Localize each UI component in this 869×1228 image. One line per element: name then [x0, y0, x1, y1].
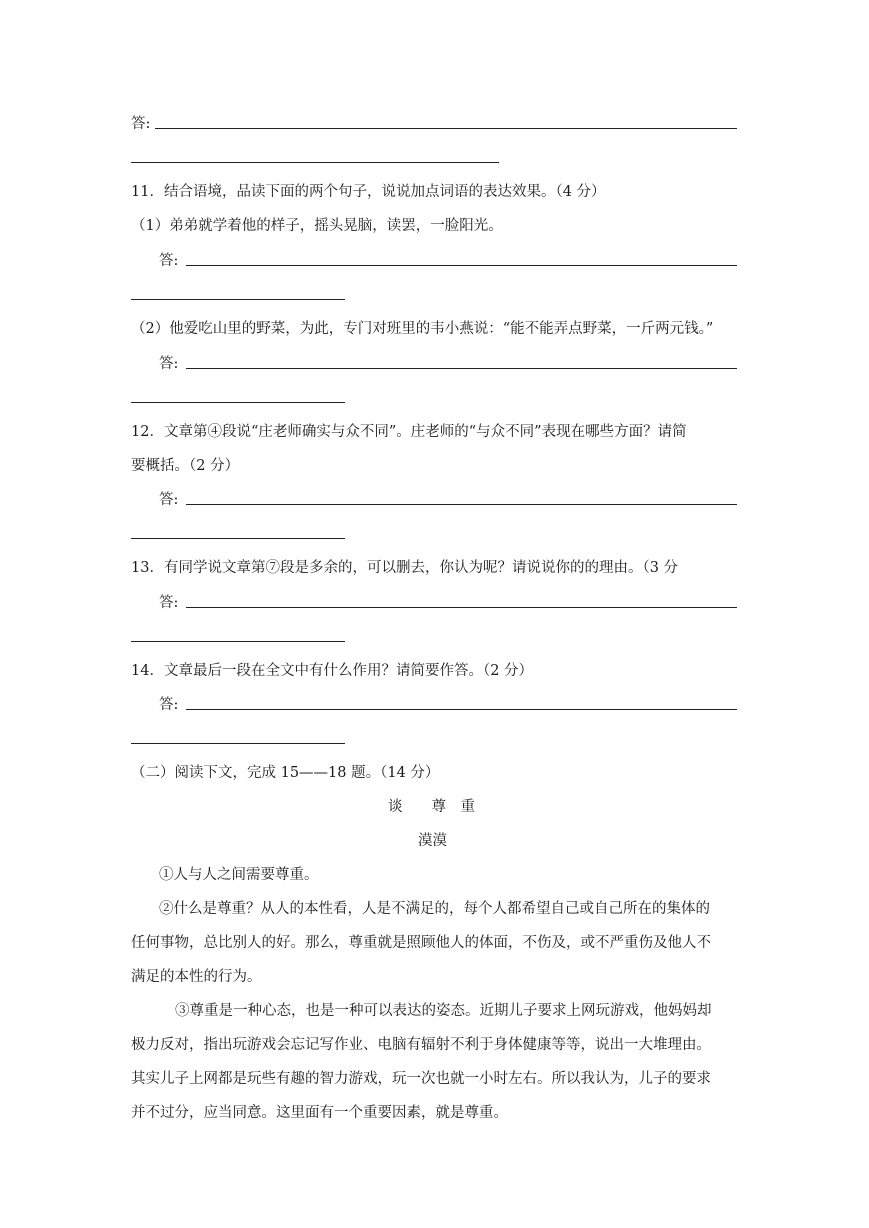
- question-11-sub2: （2）他爱吃山里的野菜，为此，专门对班里的韦小燕说：“能不能弄点野菜，一斤两元钱。”: [131, 321, 714, 337]
- answer-label: 答:: [159, 492, 179, 508]
- answer-line[interactable]: [155, 128, 737, 129]
- paragraph-2-line1: ②什么是尊重？从人的本性看，人是不满足的，每个人都希望自己或自己所在的集体的: [159, 901, 710, 917]
- answer-label: 答:: [159, 595, 179, 611]
- question-13-stem: 13．有同学说文章第⑦段是多余的，可以删去，你认为呢？请说说你的的理由。（3 分: [131, 560, 679, 576]
- answer-line-continuation[interactable]: [131, 743, 345, 744]
- answer-line-continuation[interactable]: [131, 641, 345, 642]
- section-2-intro: （二）阅读下文，完成 15——18 题。（14 分）: [131, 765, 440, 781]
- answer-line-continuation[interactable]: [131, 162, 499, 163]
- question-12-stem-line2: 要概括。（2 分）: [131, 458, 240, 474]
- answer-line[interactable]: [186, 607, 737, 608]
- answer-line-continuation[interactable]: [131, 538, 345, 539]
- paragraph-2-line2: 任何事物，总比别人的好。那么，尊重就是照顾他人的体面，不伤及，或不严重伤及他人不: [131, 935, 711, 951]
- question-14-stem: 14．文章最后一段在全文中有什么作用？请简要作答。（2 分）: [131, 663, 534, 679]
- article-author: 漠漠: [418, 833, 447, 849]
- answer-line[interactable]: [186, 504, 737, 505]
- answer-label: 答:: [159, 356, 179, 372]
- paragraph-1: ①人与人之间需要尊重。: [159, 867, 319, 883]
- answer-label: 答:: [131, 116, 151, 132]
- answer-line-continuation[interactable]: [131, 402, 345, 403]
- answer-label: 答:: [159, 253, 179, 269]
- answer-line[interactable]: [186, 368, 737, 369]
- answer-line[interactable]: [186, 265, 737, 266]
- paragraph-3-line4: 并不过分，应当同意。这里面有一个重要因素，就是尊重。: [131, 1105, 508, 1121]
- answer-label: 答:: [159, 697, 179, 713]
- question-11-sub1: （1）弟弟就学着他的样子，摇头晃脑，读罢，一脸阳光。: [131, 218, 503, 234]
- article-title: 谈 尊 重: [388, 799, 475, 815]
- question-12-stem-line1: 12．文章第④段说“庄老师确实与众不同”。庄老师的“与众不同”表现在哪些方面？请简: [131, 424, 687, 440]
- answer-line-continuation[interactable]: [131, 299, 345, 300]
- question-11-stem: 11．结合语境，品读下面的两个句子，说说加点词语的表达效果。（4 分）: [131, 184, 606, 200]
- paragraph-3-line3: 其实儿子上网都是玩些有趣的智力游戏，玩一次也就一小时左右。所以我认为，儿子的要求: [131, 1071, 711, 1087]
- paragraph-2-line3: 满足的本性的行为。: [131, 969, 262, 985]
- paragraph-3-line2: 极力反对，指出玩游戏会忘记写作业、电脑有辐射不利于身体健康等等，说出一大堆理由。: [131, 1037, 711, 1053]
- paragraph-3-line1: ③尊重是一种心态，也是一种可以表达的姿态。近期儿子要求上网玩游戏，他妈妈却: [175, 1003, 712, 1019]
- answer-line[interactable]: [186, 709, 737, 710]
